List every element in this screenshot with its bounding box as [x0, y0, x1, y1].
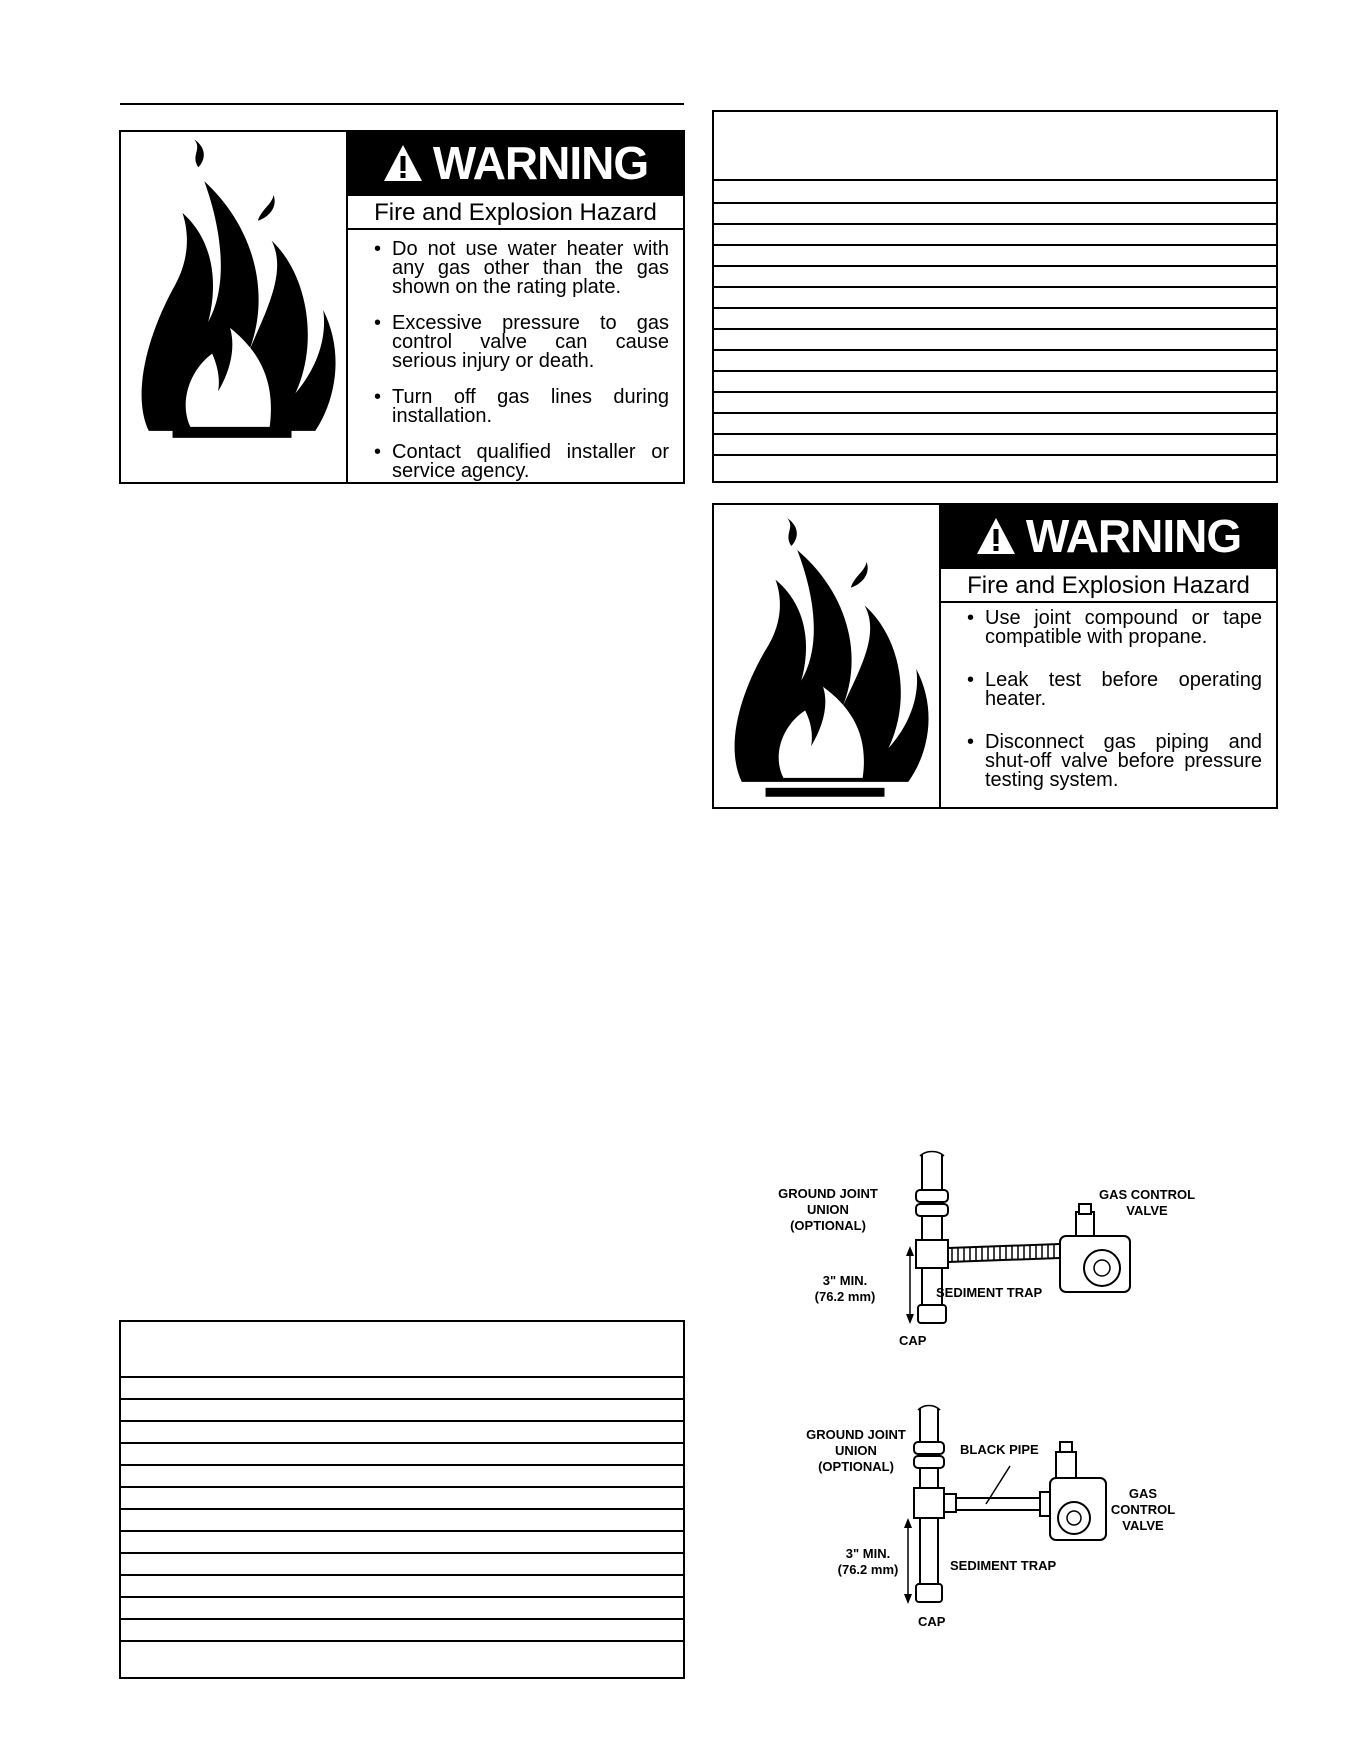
- black-pipe-label: BLACK PIPE: [960, 1442, 1039, 1457]
- warning-title: WARNING: [432, 137, 649, 189]
- flame-icon: [121, 132, 348, 482]
- ruled-table-right: [712, 110, 1278, 483]
- warning-subtitle: Fire and Explosion Hazard: [941, 567, 1276, 603]
- warning-header: [941, 505, 1276, 567]
- warning-title: WARNING: [1025, 510, 1242, 562]
- table-row: [714, 223, 1276, 225]
- cap-label: CAP: [918, 1614, 946, 1629]
- warning-item: • Contact qualified installer or service agency.: [370, 443, 669, 481]
- warning-triangle-icon: [383, 143, 423, 183]
- warning-header: [348, 132, 683, 194]
- table-row: [714, 328, 1276, 330]
- gas-control-valve-label: GAS CONTROL VALVE: [1110, 1486, 1176, 1533]
- table-row: [714, 412, 1276, 414]
- warning-text-panel: [348, 132, 683, 482]
- table-row: [714, 391, 1276, 393]
- top-rule: [120, 103, 684, 105]
- table-row: [714, 244, 1276, 246]
- warning-box-fire-1: [119, 130, 685, 484]
- table-row: [121, 1508, 683, 1510]
- warning-box-fire-2: [712, 503, 1278, 809]
- table-row: [121, 1464, 683, 1466]
- warning-item: • Disconnect gas piping and shut-off valve before pressure testing system.: [963, 733, 1262, 790]
- table-row: [121, 1398, 683, 1400]
- union-label: GROUND JOINT UNION (OPTIONAL): [806, 1427, 906, 1474]
- warning-list: [941, 609, 1276, 807]
- table-row: [714, 286, 1276, 288]
- gas-control-valve-label: GAS CONTROL VALVE: [1098, 1187, 1196, 1218]
- table-row: [714, 454, 1276, 456]
- warning-triangle-icon: [976, 516, 1016, 556]
- min-height-label: 3" MIN. (76.2 mm): [814, 1273, 876, 1304]
- table-row: [121, 1596, 683, 1598]
- flame-icon: [714, 505, 939, 807]
- table-row: [714, 349, 1276, 351]
- table-header: [714, 112, 1276, 181]
- warning-text-panel: [941, 505, 1276, 807]
- table-row: [714, 307, 1276, 309]
- sediment-trap-diagram-black-pipe: [900, 1404, 1110, 1614]
- warning-list: [348, 240, 683, 498]
- flame-icon: [121, 132, 346, 482]
- warning-subtitle: Fire and Explosion Hazard: [348, 194, 683, 230]
- sediment-trap-diagram-flex: [880, 1150, 1140, 1340]
- ruled-table-left: [119, 1320, 685, 1679]
- cap-label: CAP: [899, 1333, 927, 1348]
- union-label: GROUND JOINT UNION (OPTIONAL): [778, 1186, 878, 1233]
- table-row: [714, 433, 1276, 435]
- table-row: [121, 1574, 683, 1576]
- table-row: [121, 1618, 683, 1620]
- table-row: [714, 202, 1276, 204]
- table-row: [121, 1420, 683, 1422]
- table-row: [121, 1486, 683, 1488]
- table-row: [714, 265, 1276, 267]
- table-row: [121, 1530, 683, 1532]
- table-row: [121, 1640, 683, 1642]
- warning-item: • Turn off gas lines during installation.: [370, 388, 669, 426]
- table-header: [121, 1322, 683, 1378]
- warning-item: • Leak test before operating heater.: [963, 671, 1262, 709]
- table-row: [121, 1442, 683, 1444]
- sediment-trap-label: SEDIMENT TRAP: [936, 1285, 1043, 1300]
- table-row: [121, 1552, 683, 1554]
- sediment-trap-label: SEDIMENT TRAP: [950, 1558, 1057, 1573]
- warning-item: • Do not use water heater with any gas other than the gas shown on the rating plate.: [370, 240, 669, 297]
- min-height-label: 3" MIN. (76.2 mm): [837, 1546, 899, 1577]
- table-row: [714, 370, 1276, 372]
- warning-item: • Excessive pressure to gas control valve can cause serious injury or death.: [370, 314, 669, 371]
- warning-item: • Use joint compound or tape compatible with propane.: [963, 609, 1262, 647]
- flame-icon: [714, 505, 941, 807]
